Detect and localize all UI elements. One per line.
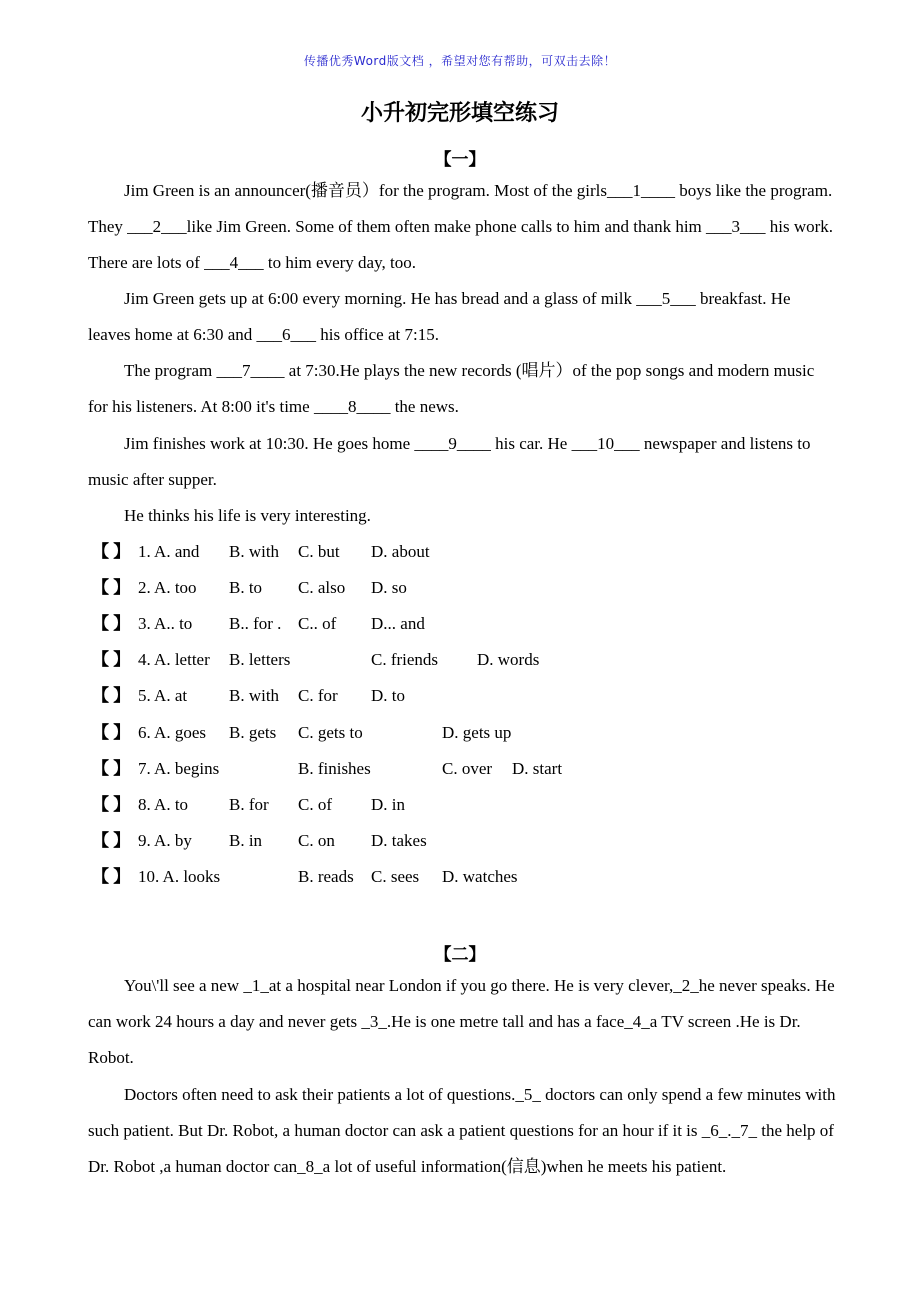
answer-bracket[interactable]: 【 】: [92, 686, 131, 705]
option-d: D. so: [371, 578, 407, 597]
question-row: [92, 715, 832, 751]
option-c: C. for: [298, 686, 338, 705]
option-c: C. but: [298, 542, 340, 561]
option-b: B. with: [229, 686, 280, 705]
answer-bracket[interactable]: 【 】: [92, 650, 131, 669]
option-c: C.. of: [298, 614, 337, 633]
option-a: 9. A. by: [138, 831, 192, 850]
passage-1-paragraph-2: Jim Green gets up at 6:00 every morning. He has bread and a glass of milk ___5___ breakfast. He leaves home at 6:30 and ___6___ his office at 7:15.: [88, 289, 791, 345]
answer-bracket[interactable]: 【 】: [92, 867, 131, 886]
section-1-heading: 【一】: [434, 150, 486, 170]
option-b: B. with: [229, 542, 280, 561]
question-row: [92, 751, 832, 787]
option-d: D. words: [477, 650, 540, 669]
passage-1-paragraph-3: The program ___7____ at 7:30.He plays the new records (唱片）of the pop songs and modern music for his listeners. At 8:00 it's time ____8____ the news.: [88, 361, 815, 417]
option-c: C. gets to: [298, 723, 363, 742]
question-row: [92, 606, 832, 642]
option-b: B. finishes: [298, 759, 371, 778]
option-a: 10. A. looks: [138, 867, 221, 886]
option-c: C. also: [298, 578, 346, 597]
option-c: C. sees: [371, 867, 420, 886]
option-b: B. in: [229, 831, 263, 850]
option-c: C. over: [442, 759, 493, 778]
question-row: [92, 570, 832, 606]
option-b: B. gets: [229, 723, 277, 742]
answer-bracket[interactable]: 【 】: [92, 795, 131, 814]
option-c: C. friends: [371, 650, 439, 669]
question-row: [92, 678, 832, 714]
option-d: D. gets up: [442, 723, 512, 742]
option-a: 3. A.. to: [138, 614, 193, 633]
answer-bracket[interactable]: 【 】: [92, 542, 131, 561]
passage-2-paragraph-1: You\'ll see a new _1_at a hospital near London if you go there. He is very clever,_2_he never speaks. He can work 24 hours a day and never gets _3_.He is one metre tall and has a face_4_a TV screen .He is Dr. Robot.: [88, 976, 835, 1068]
option-d: D. start: [512, 759, 563, 778]
option-a: 7. A. begins: [138, 759, 220, 778]
question-row: [92, 787, 832, 823]
question-row: [92, 642, 832, 678]
option-a: 4. A. letter: [138, 650, 210, 669]
question-row: [92, 534, 832, 570]
answer-bracket[interactable]: 【 】: [92, 614, 131, 633]
option-d: D. takes: [371, 831, 427, 850]
passage-1-paragraph-4: Jim finishes work at 10:30. He goes home ____9____ his car. He ___10___ newspaper and listens to music after supper.: [88, 434, 811, 490]
option-c: C. of: [298, 795, 332, 814]
passage-1-paragraph-5: He thinks his life is very interesting.: [124, 506, 371, 525]
option-d: D. to: [371, 686, 405, 705]
passage-1-paragraph-1: Jim Green is an announcer(播音员）for the program. Most of the girls___1____ boys like the program. They ___2___like Jim Green. Some of them often make phone calls to him and thank him ___3___ his work. There are lots of ___4___ to him every day, too.: [88, 181, 834, 273]
answer-bracket[interactable]: 【 】: [92, 759, 131, 778]
question-row: [92, 859, 832, 895]
option-d: D... and: [371, 614, 425, 633]
passage-2-paragraph-2: Doctors often need to ask their patients a lot of questions._5_ doctors can only spend a few minutes with such patient. But Dr. Robot, a human doctor can ask a patient questions for an hour if it is _6_._7_ the help of Dr. Robot ,a human doctor can_8_a lot of useful information(信息)when he meets his patient.: [88, 1085, 836, 1177]
answer-bracket[interactable]: 【 】: [92, 831, 131, 850]
option-a: 1. A. and: [138, 542, 200, 561]
option-d: D. watches: [442, 867, 518, 886]
option-a: 6. A. goes: [138, 723, 206, 742]
option-a: 5. A. at: [138, 686, 188, 705]
option-a: 2. A. too: [138, 578, 197, 597]
option-b: B. for: [229, 795, 269, 814]
question-row: [92, 823, 832, 859]
option-a: 8. A. to: [138, 795, 189, 814]
option-d: D. in: [371, 795, 405, 814]
document-banner: 传播优秀Word版文档 ，希望对您有帮助，可双击去除！: [303, 54, 617, 68]
section-2-heading: 【二】: [434, 945, 486, 965]
option-b: B. to: [229, 578, 263, 597]
page-title: 小升初完形填空练习: [360, 101, 559, 126]
option-b: B. reads: [298, 867, 354, 886]
option-c: C. on: [298, 831, 335, 850]
answer-bracket[interactable]: 【 】: [92, 723, 131, 742]
option-b: B. letters: [229, 650, 291, 669]
answer-bracket[interactable]: 【 】: [92, 578, 131, 597]
option-d: D. about: [371, 542, 430, 561]
option-b: B.. for .: [229, 614, 282, 633]
